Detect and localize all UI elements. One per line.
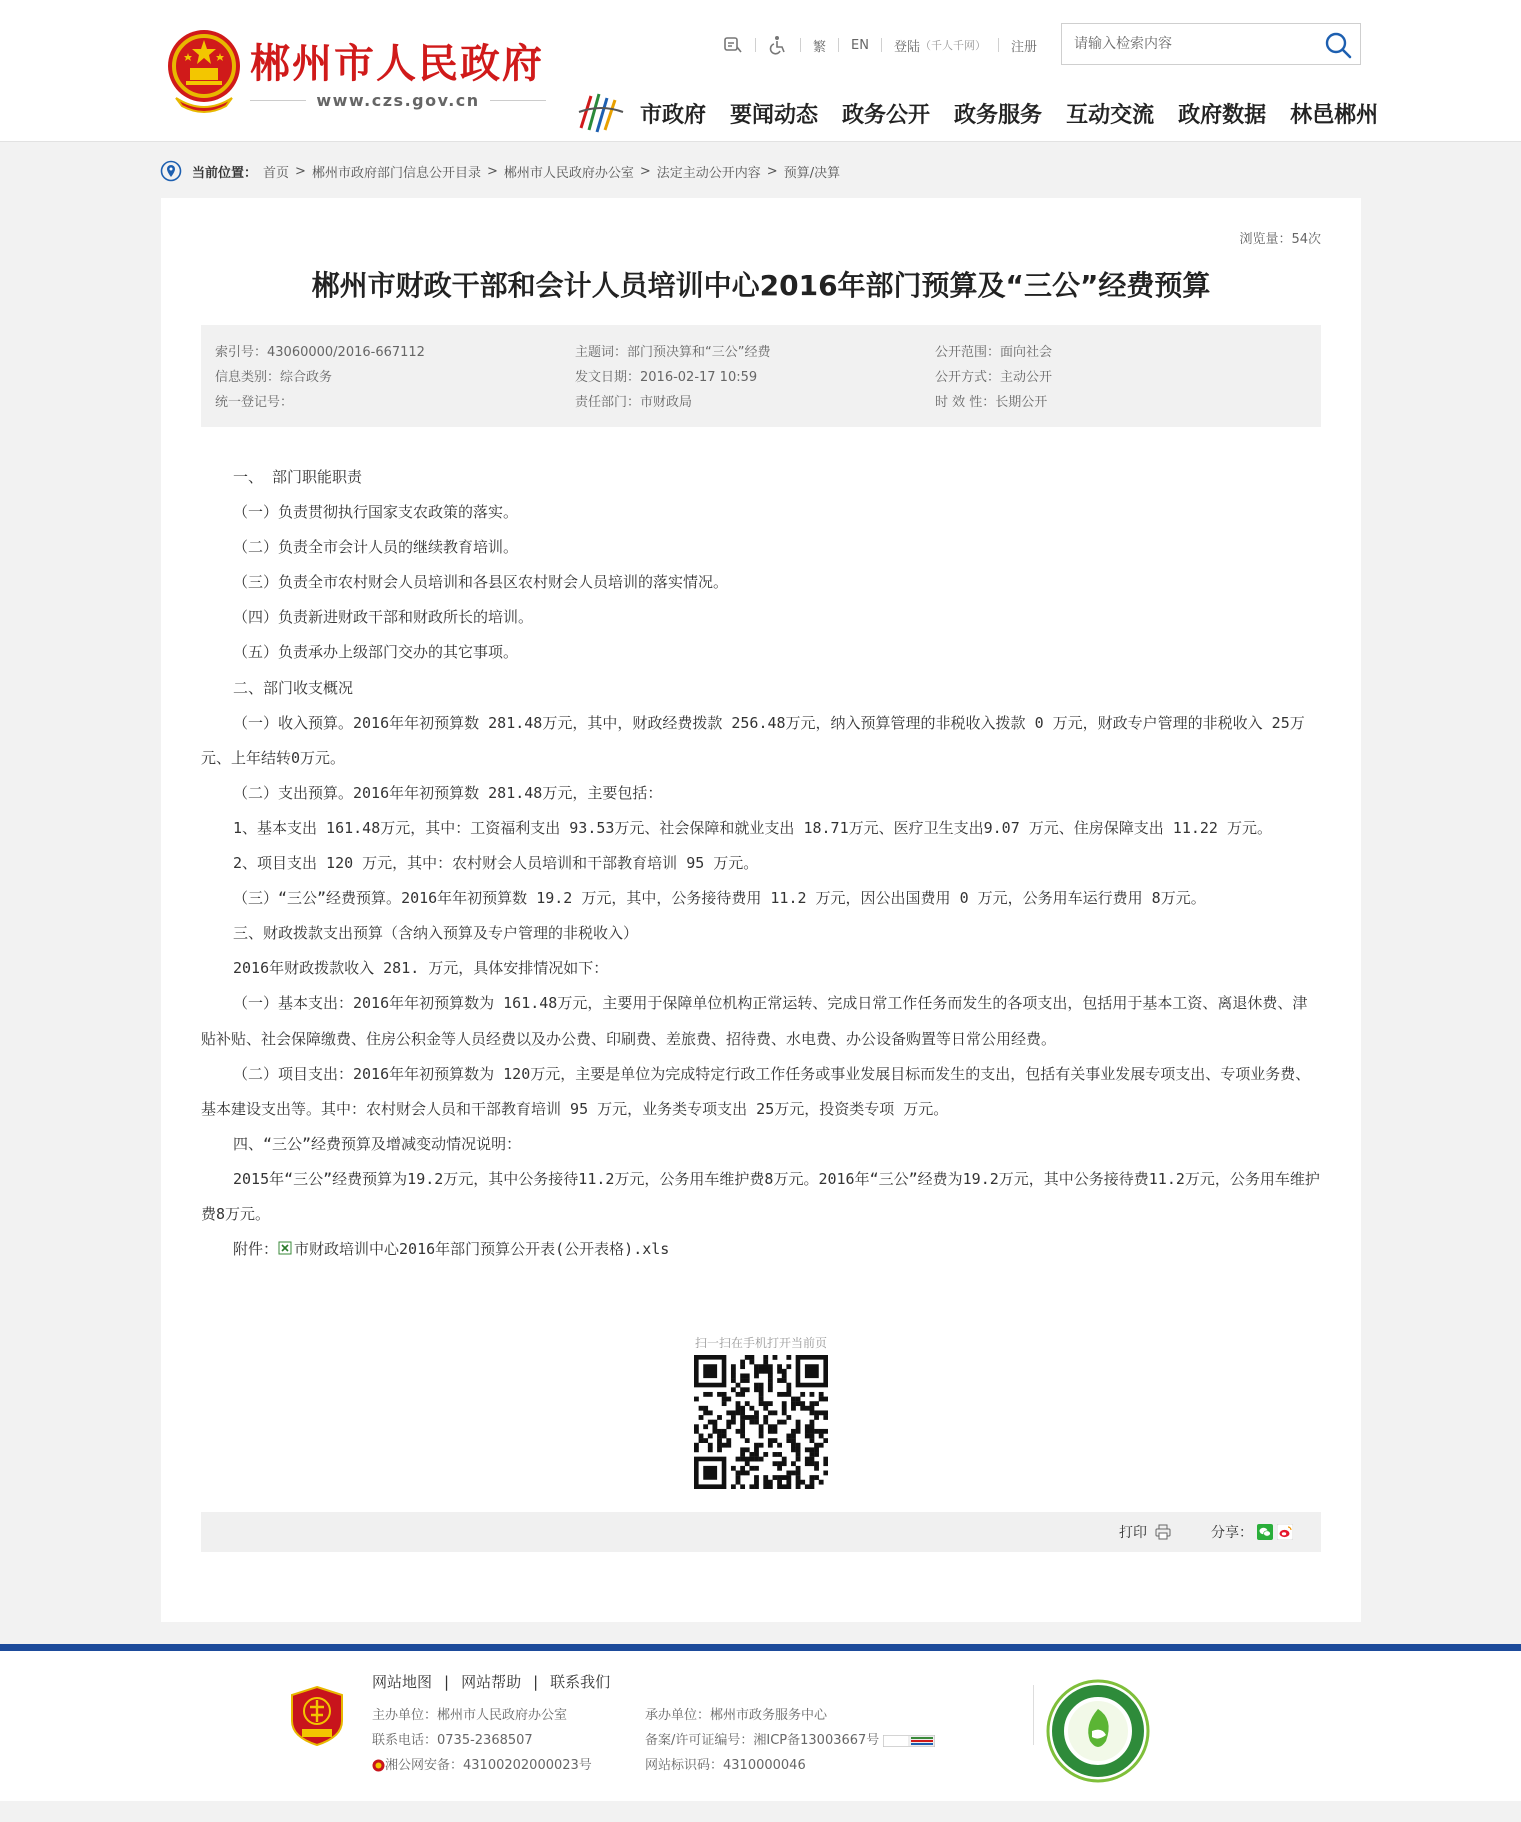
breadcrumb-separator: > bbox=[486, 163, 498, 179]
paragraph: （四）负责新进财政干部和财政所长的培训。 bbox=[233, 608, 534, 627]
nav-item-linyi-chenzhou[interactable]: 林邑郴州 bbox=[1290, 103, 1379, 128]
search-icon[interactable] bbox=[1324, 31, 1352, 59]
breadcrumb-budget[interactable]: 预算/决算 bbox=[783, 165, 841, 181]
print-button[interactable] bbox=[1119, 1512, 1171, 1552]
view-count: 浏览量：54次 bbox=[1239, 232, 1321, 247]
party-gov-badge-icon[interactable] bbox=[290, 1685, 344, 1747]
share-group bbox=[1211, 1512, 1293, 1552]
login-link[interactable]: 登陆 bbox=[893, 39, 920, 55]
paragraph: 2016年财政拨款收入 281. 万元，具体安排情况如下： bbox=[233, 959, 609, 978]
footer-divider bbox=[1033, 1685, 1034, 1745]
article-card bbox=[161, 198, 1361, 1622]
site-footer bbox=[0, 1651, 1521, 1801]
print-label: 打印 bbox=[1119, 1525, 1147, 1541]
article-meta bbox=[201, 325, 1321, 427]
article-title: 郴州市财政干部和会计人员培训中心2016年部门预算及“三公”经费预算 bbox=[311, 269, 1211, 302]
attachment-link[interactable]: 市财政培训中心2016年部门预算公开表(公开表格).xls bbox=[294, 1240, 670, 1259]
paragraph: （二）负责全市会计人员的继续教育培训。 bbox=[233, 538, 519, 557]
paragraph: 三、财政拨款支出预算（含纳入预算及专户管理的非税收入） bbox=[233, 924, 639, 943]
breadcrumb-home[interactable]: 首页 bbox=[263, 165, 290, 181]
nav-logo-icon bbox=[577, 90, 625, 134]
footer-icp[interactable]: 备案/许可证编号：湘ICP备13003667号 bbox=[645, 1733, 880, 1748]
attachment-row bbox=[201, 1232, 1321, 1267]
footer-link-sitemap[interactable]: 网站地图 bbox=[372, 1673, 433, 1691]
footer-icp-row bbox=[645, 1728, 935, 1753]
nav-item-city-government[interactable]: 市政府 bbox=[640, 103, 707, 128]
civilized-city-seal-icon bbox=[1046, 1679, 1150, 1783]
weibo-share-icon[interactable] bbox=[1277, 1524, 1293, 1540]
nav-item-gov-disclosure[interactable]: 政务公开 bbox=[842, 103, 931, 128]
paragraph: （三）“三公”经费预算。2016年年初预算数 19.2 万元，其中，公务接待费用 11.2 万元，因公出国费用 0 万元，公务用车运行费用 8万元。 bbox=[233, 889, 1206, 908]
paragraph: 1、基本支出 161.48万元，其中：工资福利支出 93.53万元、社会保障和就业支出 18.71万元、医疗卫生支出9.07 万元、住房保障支出 11.22 万元。 bbox=[233, 818, 1272, 837]
qr-code-icon bbox=[694, 1355, 828, 1489]
paragraph: （一）基本支出：2016年年初预算数为 161.48万元，主要用于保障单位机构正常运转、完成日常工作任务而发生的各项支出，包括用于基本工资、离退休费、津贴补贴、社会保障缴费、住房公积金等人员经费以及办公费、印刷费、差旅费、招待费、水电费、办公设备购置等日常公用经费。 bbox=[201, 994, 1308, 1048]
breadcrumb-separator: > bbox=[766, 163, 778, 179]
nav-item-interaction[interactable]: 互动交流 bbox=[1066, 103, 1155, 128]
footer-link-separator: | bbox=[444, 1672, 450, 1691]
header-toolbar bbox=[723, 34, 1037, 56]
meta-department: 责任部门：市财政局 bbox=[575, 395, 693, 410]
excel-file-icon bbox=[278, 1241, 292, 1255]
site-url: www.czs.gov.cn bbox=[316, 90, 480, 110]
paragraph: 2015年“三公”经费预算为19.2万元，其中公务接待11.2万元，公务用车维护费8万元。2016年“三公”经费为19.2万元，其中公务接待费11.2万元，公务用车维护费8万元。 bbox=[201, 1169, 1320, 1223]
footer-police-row bbox=[372, 1753, 592, 1778]
footer-link-help[interactable]: 网站帮助 bbox=[461, 1673, 522, 1691]
main-nav bbox=[640, 98, 1378, 129]
accessibility-reader-icon[interactable] bbox=[723, 35, 743, 55]
footer-link-contact[interactable]: 联系我们 bbox=[550, 1673, 611, 1691]
location-pin-icon bbox=[160, 160, 182, 182]
search-input[interactable] bbox=[1062, 24, 1312, 64]
breadcrumb-catalog[interactable]: 郴州市政府部门信息公开目录 bbox=[311, 165, 481, 181]
site-url-row bbox=[250, 90, 546, 110]
footer-info-left bbox=[372, 1703, 592, 1778]
wechat-share-icon[interactable] bbox=[1257, 1524, 1273, 1540]
traditional-chinese-link[interactable]: 繁 bbox=[813, 39, 827, 55]
cnzz-badge-icon[interactable] bbox=[883, 1735, 935, 1747]
footer-police[interactable]: 湘公网安备：43100202000023号 bbox=[385, 1758, 592, 1773]
paragraph: （二）项目支出：2016年年初预算数为 120万元，主要是单位为完成特定行政工作任务或事业发展目标而发生的支出，包括有关事业发展专项支出、专项业务费、基本建设支出等。其中：农村财会人员和干部教育培训 95 万元，业务类专项支出 25万元，投资类专项 万元。 bbox=[201, 1064, 1311, 1118]
paragraph: （二）支出预算。2016年年初预算数 281.48万元，主要包括： bbox=[233, 783, 663, 802]
wheelchair-icon[interactable] bbox=[768, 35, 788, 55]
footer-site-id: 网站标识码：4310000046 bbox=[645, 1758, 806, 1773]
meta-issue-date: 发文日期：2016-02-17 10:59 bbox=[575, 370, 758, 385]
site-name: 郴州市人民政府 bbox=[250, 41, 544, 87]
english-link[interactable]: EN bbox=[851, 37, 869, 53]
footer-phone: 联系电话：0735-2368507 bbox=[372, 1733, 533, 1748]
paragraph: （一）收入预算。2016年年初预算数 281.48万元，其中，财政经费拨款 256.48万元，纳入预算管理的非税收入拨款 0 万元，财政专户管理的非税收入 25万元、上年结转0万元。 bbox=[201, 713, 1305, 767]
meta-method: 公开方式：主动公开 bbox=[935, 370, 1053, 385]
footer-link-separator: | bbox=[533, 1672, 539, 1691]
printer-icon bbox=[1155, 1524, 1171, 1540]
breadcrumb-separator: > bbox=[295, 163, 306, 179]
footer-operator: 承办单位：郴州市政务服务中心 bbox=[645, 1708, 828, 1723]
breadcrumb-statutory[interactable]: 法定主动公开内容 bbox=[656, 165, 761, 181]
nav-item-gov-data[interactable]: 政府数据 bbox=[1178, 103, 1267, 128]
breadcrumb-label: 当前位置： bbox=[192, 165, 258, 181]
meta-reg-no: 统一登记号： bbox=[215, 395, 294, 410]
nav-item-gov-services[interactable]: 政务服务 bbox=[954, 103, 1043, 128]
paragraph: 四、“三公”经费预算及增减变动情况说明： bbox=[233, 1134, 522, 1153]
paragraph: （三）负责全市农村财会人员培训和各县区农村财会人员培训的落实情况。 bbox=[233, 573, 729, 592]
qr-caption: 扫一扫在手机打开当前页 bbox=[694, 1336, 827, 1350]
breadcrumb-office[interactable]: 郴州市人民政府办公室 bbox=[503, 165, 634, 181]
attachment-label: 附件： bbox=[233, 1240, 279, 1259]
share-label: 分享： bbox=[1211, 1525, 1253, 1541]
breadcrumb-separator: > bbox=[639, 163, 651, 179]
search-box bbox=[1061, 23, 1361, 65]
paragraph: 二、部门收支概况 bbox=[233, 678, 354, 697]
police-badge-icon bbox=[372, 1759, 385, 1772]
footer-bottom-strip bbox=[0, 1801, 1521, 1822]
footer-top-bar bbox=[0, 1644, 1521, 1651]
national-emblem-icon bbox=[166, 26, 242, 114]
breadcrumb bbox=[160, 160, 840, 182]
paragraph: （五）负责承办上级部门交办的其它事项。 bbox=[233, 643, 519, 662]
meta-info-type: 信息类别：综合政务 bbox=[215, 370, 333, 385]
article-action-bar bbox=[201, 1512, 1321, 1552]
footer-links bbox=[372, 1671, 610, 1692]
register-link[interactable]: 注册 bbox=[1010, 39, 1037, 55]
footer-info-right bbox=[645, 1703, 935, 1778]
meta-validity: 时 效 性：长期公开 bbox=[935, 395, 1048, 410]
article-content bbox=[201, 460, 1321, 1267]
paragraph: 一、 部门职能职责 bbox=[233, 468, 363, 486]
paragraph: 2、项目支出 120 万元，其中：农村财会人员培训和干部教育培训 95 万元。 bbox=[233, 854, 759, 873]
login-sub-label: （千人千网） bbox=[919, 39, 986, 52]
meta-keywords: 主题词：部门预决算和“三公”经费 bbox=[575, 345, 771, 360]
meta-index-no: 索引号：43060000/2016-667112 bbox=[215, 345, 425, 360]
meta-scope: 公开范围：面向社会 bbox=[935, 345, 1053, 360]
site-header bbox=[0, 0, 1521, 142]
footer-host: 主办单位：郴州市人民政府办公室 bbox=[372, 1708, 568, 1723]
nav-item-news[interactable]: 要闻动态 bbox=[730, 103, 819, 128]
paragraph: （一）负责贯彻执行国家支农政策的落实。 bbox=[233, 503, 519, 522]
